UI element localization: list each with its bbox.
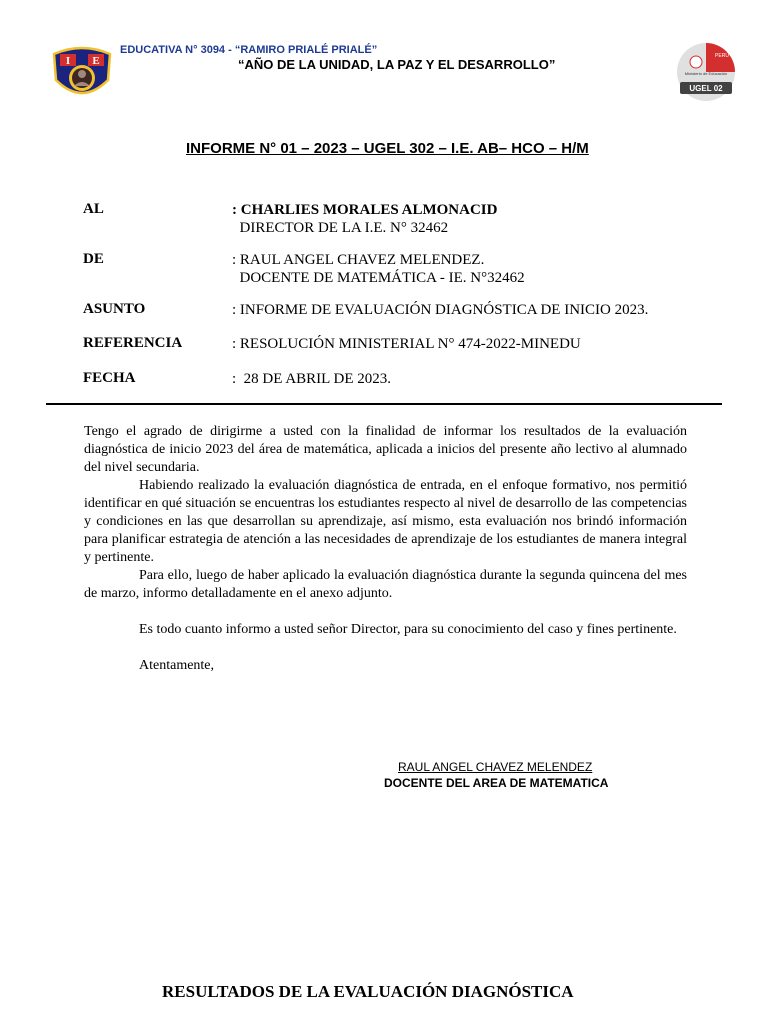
field-value-de-line2: DOCENTE DE MATEMÁTICA - IE. N°32462 [232,270,525,286]
field-label-fecha: FECHA [83,370,136,386]
letter-body [84,423,687,675]
field-value-fecha: : 28 DE ABRIL DE 2023. [232,371,392,387]
field-value-referencia: : RESOLUCIÓN MINISTERIAL N° 474-2022-MINEDU [232,336,581,352]
document-title: INFORME N° 01 – 2023 – UGEL 302 – I.E. AB– HCO – H/M [186,140,589,157]
body-paragraph-2: Habiendo realizado la evaluación diagnóstica de entrada, en el enfoque formativo, nos permitió identificar en qué situación se encuentras los estudiantes respecto al nivel de desarrollo de las competencias y condiciones en las que desarrollan su aprendizaje, así mismo, esta evaluación nos brindó información para planificar estrategia de atención a las necesidades de aprendizaje de los estudiantes de manera integral y pertinente. [84,478,687,565]
field-value-asunto: : INFORME DE EVALUACIÓN DIAGNÓSTICA DE INICIO 2023. [232,302,649,318]
results-section-title: RESULTADOS DE LA EVALUACIÓN DIAGNÓSTICA [162,982,574,1001]
field-label-al: AL [83,201,104,217]
signature-name: RAUL ANGEL CHAVEZ MELENDEZ [398,760,593,774]
body-paragraph-1: Tengo el agrado de dirigirme a usted con la finalidad de informar los resultados de la evaluación diagnóstica de inicio 2023 del área de matemática, aplicada a inicios del presente año lectivo al alumnado del nivel secundaria. [84,424,687,475]
field-label-referencia: REFERENCIA [83,335,183,351]
field-value-al-line1: : CHARLIES MORALES ALMONACID [232,202,498,218]
body-paragraph-4: Es todo cuanto informo a usted señor Director, para su conocimiento del caso y fines pertinente. [139,622,677,637]
closing-salutation: Atentamente, [139,658,215,673]
ugel-logo-ministry: Ministerio de Educación [684,71,728,76]
school-name: EDUCATIVA N° 3094 - “RAMIRO PRIALÉ PRIALÉ” [120,44,378,56]
field-value-al-line2: DIRECTOR DE LA I.E. N° 32462 [232,220,449,236]
field-label-asunto: ASUNTO [83,301,146,317]
signature-role: DOCENTE DEL AREA DE MATEMATICA [384,776,609,790]
ugel-logo [676,42,736,102]
header-divider [46,403,722,405]
ugel-logo-country: PERÚ [715,53,729,59]
year-motto: “AÑO DE LA UNIDAD, LA PAZ Y EL DESARROLLO” [238,57,556,72]
crest-letter-i: I [65,55,71,67]
school-crest-logo [50,44,114,102]
field-value-de-line1: : RAUL ANGEL CHAVEZ MELENDEZ. [232,252,485,268]
ugel-logo-office: UGEL 02 [689,84,723,93]
field-label-de: DE [83,251,104,267]
body-paragraph-3: Para ello, luego de haber aplicado la evaluación diagnóstica durante la segunda quincena del mes de marzo, informo detalladamente en el anexo adjunto. [84,568,687,601]
crest-letter-e: E [92,55,100,67]
